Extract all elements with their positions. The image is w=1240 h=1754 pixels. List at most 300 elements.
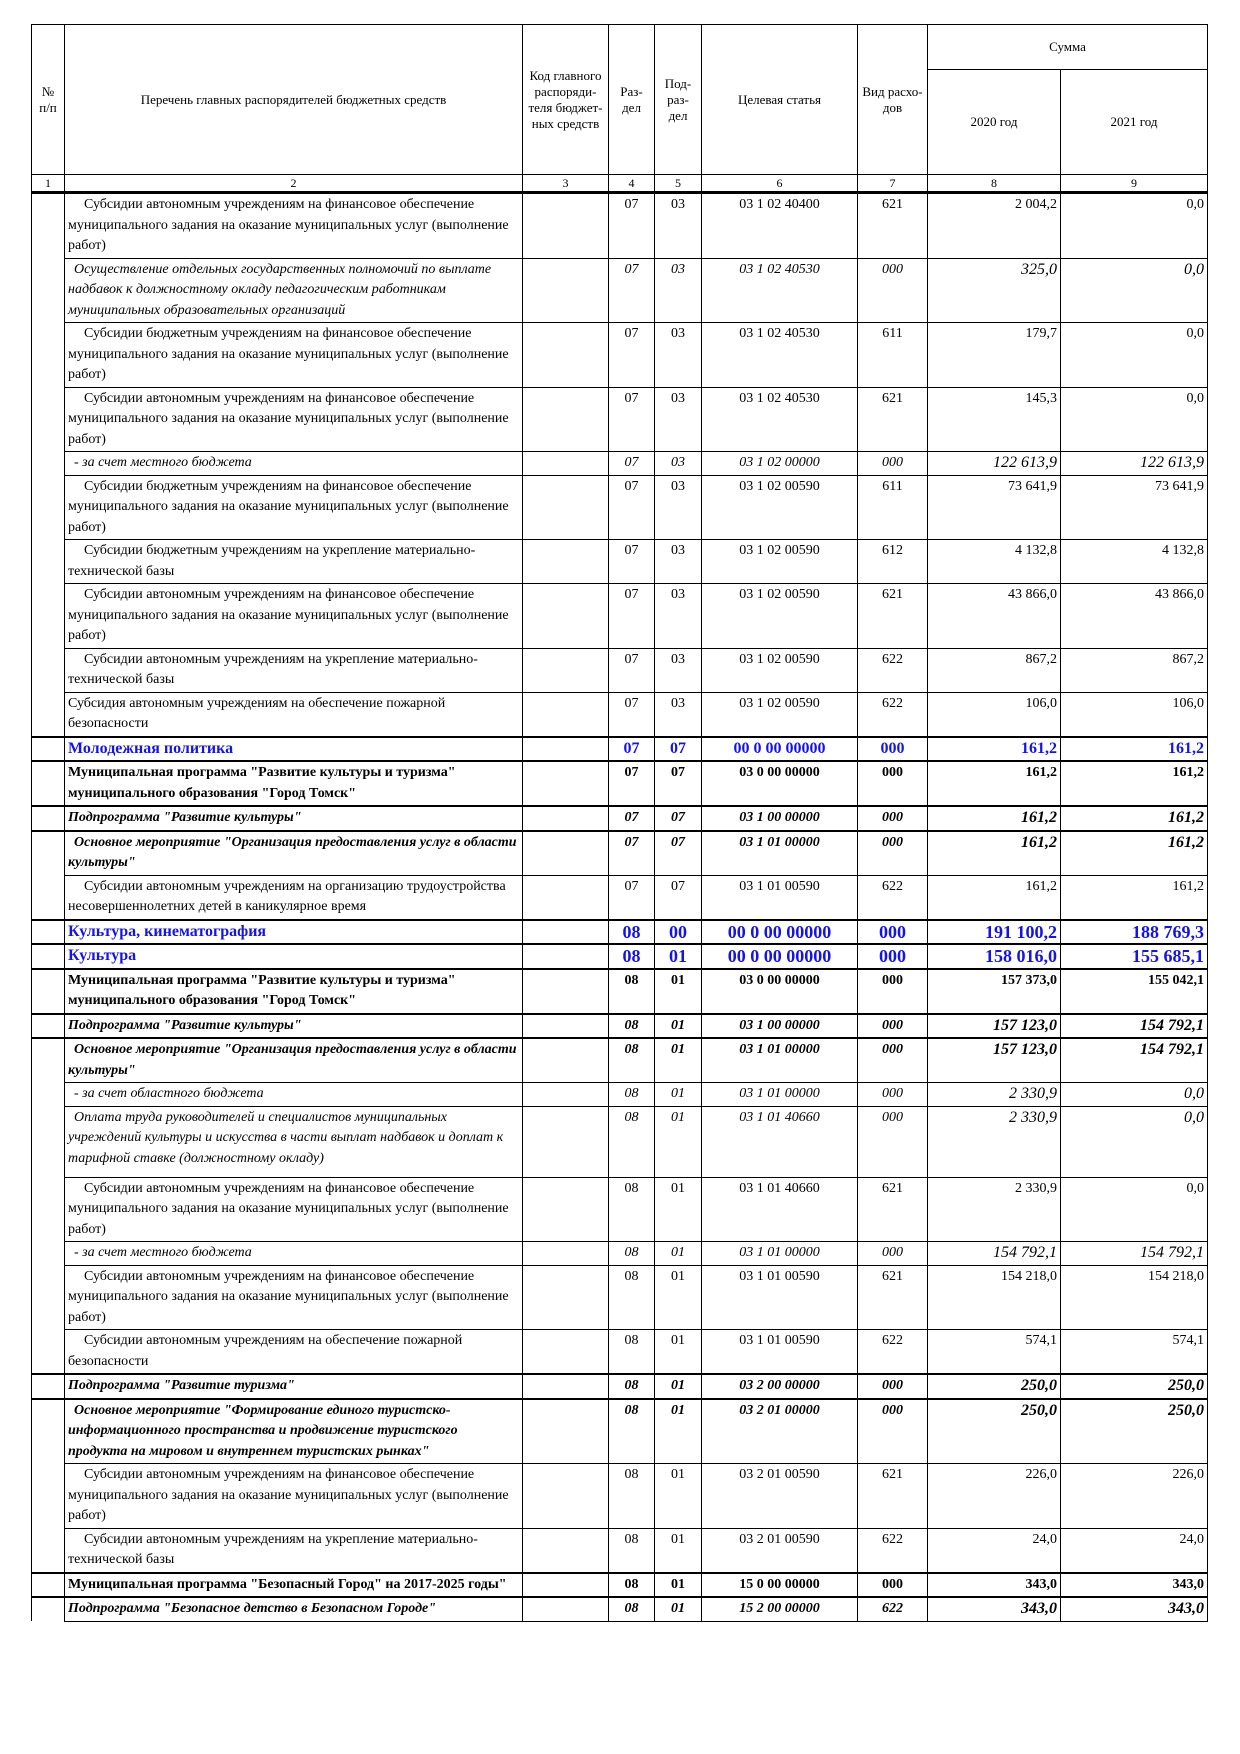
row-razdel: 07 (609, 540, 655, 584)
row-target: 00 0 00 00000 (702, 920, 858, 945)
column-number: 4 (609, 175, 655, 193)
row-name: Подпрограмма "Развитие туризма" (65, 1374, 523, 1399)
row-name: Культура (65, 944, 523, 969)
row-target: 03 1 02 40530 (702, 323, 858, 388)
row-vid: 622 (858, 1330, 928, 1375)
row-sum-2020: 43 866,0 (928, 584, 1061, 649)
row-sum-2021: 154 792,1 (1061, 1242, 1208, 1266)
row-sum-2020: 145,3 (928, 387, 1061, 452)
table-row (32, 806, 1208, 831)
row-target: 03 1 01 00590 (702, 1330, 858, 1375)
row-razdel: 08 (609, 920, 655, 945)
row-name: Субсидии автономным учреждениям на обеспечение пожарной безопасности (65, 1330, 523, 1375)
row-gr-code (523, 1399, 609, 1464)
row-number-cell (32, 1399, 65, 1464)
row-number-cell (32, 1242, 65, 1266)
column-number: 1 (32, 175, 65, 193)
table-row (32, 692, 1208, 737)
table-row (32, 944, 1208, 969)
row-gr-code (523, 452, 609, 476)
row-sum-2020: 157 123,0 (928, 1038, 1061, 1083)
row-sum-2020: 158 016,0 (928, 944, 1061, 969)
row-number-cell (32, 761, 65, 806)
row-name: Основное мероприятие "Формирование единого туристско-информационного пространства и продвижение туристского продукта на мировом и внутреннем туристских рынках" (65, 1399, 523, 1464)
row-vid: 621 (858, 193, 928, 259)
row-vid: 000 (858, 1242, 928, 1266)
row-razdel: 08 (609, 1528, 655, 1573)
row-sum-2021: 154 792,1 (1061, 1014, 1208, 1039)
row-vid: 000 (858, 1038, 928, 1083)
row-gr-code (523, 1177, 609, 1242)
row-sum-2020: 154 792,1 (928, 1242, 1061, 1266)
row-gr-code (523, 648, 609, 692)
row-sum-2020: 4 132,8 (928, 540, 1061, 584)
table-row (32, 1038, 1208, 1083)
table-row (32, 387, 1208, 452)
row-podrazdel: 01 (655, 1597, 702, 1621)
row-podrazdel: 01 (655, 1106, 702, 1177)
row-gr-code (523, 1106, 609, 1177)
row-sum-2021: 0,0 (1061, 1083, 1208, 1107)
row-target: 03 1 01 40660 (702, 1106, 858, 1177)
row-sum-2021: 161,2 (1061, 737, 1208, 762)
row-razdel: 08 (609, 1177, 655, 1242)
row-target: 03 1 02 40400 (702, 193, 858, 259)
row-sum-2021: 122 613,9 (1061, 452, 1208, 476)
row-number-cell (32, 540, 65, 584)
row-razdel: 07 (609, 875, 655, 920)
row-sum-2021: 161,2 (1061, 831, 1208, 876)
row-vid: 611 (858, 475, 928, 540)
row-target: 03 1 02 00590 (702, 475, 858, 540)
table-row (32, 258, 1208, 323)
row-razdel: 08 (609, 969, 655, 1014)
row-sum-2021: 155 685,1 (1061, 944, 1208, 969)
row-target: 03 1 02 40530 (702, 387, 858, 452)
row-razdel: 08 (609, 1330, 655, 1375)
row-number-cell (32, 944, 65, 969)
row-vid: 000 (858, 737, 928, 762)
row-sum-2020: 157 123,0 (928, 1014, 1061, 1039)
row-vid: 000 (858, 1106, 928, 1177)
table-row (32, 1177, 1208, 1242)
row-name: Субсидии автономным учреждениям на финансовое обеспечение муниципального задания на оказание муниципальных услуг (выполнение работ) (65, 584, 523, 649)
row-name: - за счет местного бюджета (65, 452, 523, 476)
row-razdel: 08 (609, 1014, 655, 1039)
row-sum-2021: 154 218,0 (1061, 1265, 1208, 1330)
row-sum-2021: 867,2 (1061, 648, 1208, 692)
row-name: Основное мероприятие "Организация предоставления услуг в области культуры" (65, 1038, 523, 1083)
row-name: Субсидии бюджетным учреждениям на укрепление материально-технической базы (65, 540, 523, 584)
row-gr-code (523, 1573, 609, 1598)
row-sum-2020: 2 330,9 (928, 1106, 1061, 1177)
row-name: Культура, кинематография (65, 920, 523, 945)
table-row (32, 1083, 1208, 1107)
budget-table-page (31, 24, 1207, 1622)
row-target: 00 0 00 00000 (702, 944, 858, 969)
row-vid: 622 (858, 875, 928, 920)
table-body (32, 193, 1208, 1622)
row-gr-code (523, 692, 609, 737)
row-sum-2021: 0,0 (1061, 258, 1208, 323)
row-sum-2020: 191 100,2 (928, 920, 1061, 945)
table-row (32, 1399, 1208, 1464)
row-razdel: 07 (609, 761, 655, 806)
row-razdel: 08 (609, 1374, 655, 1399)
row-razdel: 07 (609, 831, 655, 876)
row-number-cell (32, 452, 65, 476)
row-number-cell (32, 323, 65, 388)
row-vid: 622 (858, 692, 928, 737)
row-name: Оплата труда руководителей и специалистов муниципальных учреждений культуры и искусства в части выплат надбавок и доплат к тарифной ставке (должностному окладу) (65, 1106, 523, 1177)
row-sum-2021: 154 792,1 (1061, 1038, 1208, 1083)
header-list: Перечень главных распорядителей бюджетных средств (65, 25, 523, 175)
row-name: Субсидии автономным учреждениям на финансовое обеспечение муниципального задания на оказание муниципальных услуг (выполнение работ) (65, 1265, 523, 1330)
row-vid: 000 (858, 258, 928, 323)
row-sum-2021: 343,0 (1061, 1573, 1208, 1598)
row-razdel: 08 (609, 1242, 655, 1266)
header-sum: Сумма (928, 25, 1208, 70)
row-podrazdel: 07 (655, 806, 702, 831)
table-row (32, 761, 1208, 806)
row-target: 03 1 01 00590 (702, 1265, 858, 1330)
row-name: Субсидии автономным учреждениям на укрепление материально-технической базы (65, 1528, 523, 1573)
row-razdel: 08 (609, 1399, 655, 1464)
row-sum-2020: 154 218,0 (928, 1265, 1061, 1330)
column-number: 8 (928, 175, 1061, 193)
budget-table (31, 24, 1208, 1622)
row-number-cell (32, 1083, 65, 1107)
row-sum-2021: 250,0 (1061, 1374, 1208, 1399)
header-row (32, 25, 1208, 70)
row-number-cell (32, 1374, 65, 1399)
row-sum-2021: 0,0 (1061, 323, 1208, 388)
row-name: Осуществление отдельных государственных полномочий по выплате надбавок к должностному окладу педагогическим работникам муниципальных образовательных организаций (65, 258, 523, 323)
header-row-number: № п/п (32, 25, 65, 175)
row-vid: 621 (858, 387, 928, 452)
row-number-cell (32, 1464, 65, 1529)
row-sum-2020: 161,2 (928, 831, 1061, 876)
row-podrazdel: 01 (655, 1083, 702, 1107)
row-gr-code (523, 920, 609, 945)
row-number-cell (32, 648, 65, 692)
table-row (32, 1597, 1208, 1621)
row-gr-code (523, 1265, 609, 1330)
row-name: Субсидии бюджетным учреждениям на финансовое обеспечение муниципального задания на оказание муниципальных услуг (выполнение работ) (65, 475, 523, 540)
row-podrazdel: 01 (655, 1330, 702, 1375)
row-number-cell (32, 1597, 65, 1621)
table-row (32, 452, 1208, 476)
row-vid: 621 (858, 1177, 928, 1242)
header-target: Целевая статья (702, 25, 858, 175)
table-row (32, 920, 1208, 945)
row-sum-2021: 0,0 (1061, 1106, 1208, 1177)
table-row (32, 1330, 1208, 1375)
row-name: Подпрограмма "Безопасное детство в Безопасном Городе" (65, 1597, 523, 1621)
row-gr-code (523, 875, 609, 920)
row-number-cell (32, 1528, 65, 1573)
row-target: 03 2 01 00000 (702, 1399, 858, 1464)
row-name: - за счет областного бюджета (65, 1083, 523, 1107)
row-gr-code (523, 1330, 609, 1375)
row-podrazdel: 00 (655, 920, 702, 945)
row-sum-2020: 24,0 (928, 1528, 1061, 1573)
row-name: Подпрограмма "Развитие культуры" (65, 1014, 523, 1039)
row-razdel: 07 (609, 692, 655, 737)
row-vid: 000 (858, 1083, 928, 1107)
table-row (32, 193, 1208, 259)
table-row (32, 1106, 1208, 1177)
row-number-cell (32, 737, 65, 762)
row-podrazdel: 01 (655, 1374, 702, 1399)
row-sum-2021: 161,2 (1061, 761, 1208, 806)
column-numbers-row (32, 175, 1208, 193)
row-razdel: 07 (609, 584, 655, 649)
row-target: 15 0 00 00000 (702, 1573, 858, 1598)
row-number-cell (32, 1106, 65, 1177)
row-number-cell (32, 969, 65, 1014)
row-number-cell (32, 258, 65, 323)
row-razdel: 07 (609, 452, 655, 476)
row-sum-2020: 161,2 (928, 806, 1061, 831)
row-gr-code (523, 1528, 609, 1573)
row-gr-code (523, 193, 609, 259)
row-vid: 000 (858, 969, 928, 1014)
row-sum-2021: 43 866,0 (1061, 584, 1208, 649)
row-sum-2020: 122 613,9 (928, 452, 1061, 476)
table-row (32, 1014, 1208, 1039)
row-podrazdel: 03 (655, 692, 702, 737)
row-sum-2021: 161,2 (1061, 806, 1208, 831)
table-row (32, 737, 1208, 762)
row-gr-code (523, 1242, 609, 1266)
row-target: 15 2 00 00000 (702, 1597, 858, 1621)
row-gr-code (523, 1083, 609, 1107)
row-number-cell (32, 831, 65, 876)
row-razdel: 08 (609, 1083, 655, 1107)
row-name: Субсидии автономным учреждениям на укрепление материально-технической базы (65, 648, 523, 692)
row-sum-2020: 250,0 (928, 1374, 1061, 1399)
row-target: 03 1 02 40530 (702, 258, 858, 323)
row-razdel: 07 (609, 475, 655, 540)
row-gr-code (523, 761, 609, 806)
table-row (32, 875, 1208, 920)
row-name: Субсидии автономным учреждениям на организацию трудоустройства несовершеннолетних детей в каникулярное время (65, 875, 523, 920)
row-sum-2020: 343,0 (928, 1573, 1061, 1598)
row-target: 03 1 01 40660 (702, 1177, 858, 1242)
row-target: 03 2 01 00590 (702, 1464, 858, 1529)
row-podrazdel: 03 (655, 584, 702, 649)
row-name: Субсидии автономным учреждениям на финансовое обеспечение муниципального задания на оказание муниципальных услуг (выполнение работ) (65, 193, 523, 259)
column-number: 5 (655, 175, 702, 193)
row-target: 03 1 02 00000 (702, 452, 858, 476)
row-vid: 621 (858, 1464, 928, 1529)
row-vid: 622 (858, 1528, 928, 1573)
row-razdel: 08 (609, 944, 655, 969)
row-vid: 000 (858, 761, 928, 806)
row-podrazdel: 01 (655, 1464, 702, 1529)
row-razdel: 07 (609, 806, 655, 831)
row-number-cell (32, 1177, 65, 1242)
header-vid: Вид расхо-дов (858, 25, 928, 175)
row-name: Муниципальная программа "Безопасный Город" на 2017-2025 годы" (65, 1573, 523, 1598)
row-gr-code (523, 540, 609, 584)
row-razdel: 07 (609, 737, 655, 762)
row-gr-code (523, 969, 609, 1014)
row-sum-2020: 161,2 (928, 761, 1061, 806)
row-target: 03 1 00 00000 (702, 1014, 858, 1039)
table-row (32, 323, 1208, 388)
row-number-cell (32, 193, 65, 259)
table-row (32, 648, 1208, 692)
row-number-cell (32, 875, 65, 920)
row-vid: 612 (858, 540, 928, 584)
row-podrazdel: 01 (655, 1528, 702, 1573)
row-sum-2020: 226,0 (928, 1464, 1061, 1529)
table-row (32, 1528, 1208, 1573)
row-podrazdel: 03 (655, 258, 702, 323)
table-row (32, 1374, 1208, 1399)
row-number-cell (32, 806, 65, 831)
row-vid: 621 (858, 1265, 928, 1330)
row-sum-2021: 188 769,3 (1061, 920, 1208, 945)
table-row (32, 1242, 1208, 1266)
row-number-cell (32, 1265, 65, 1330)
row-podrazdel: 03 (655, 387, 702, 452)
header-podrazdel: Под-раз-дел (655, 25, 702, 175)
row-name: Подпрограмма "Развитие культуры" (65, 806, 523, 831)
row-razdel: 08 (609, 1106, 655, 1177)
row-number-cell (32, 1573, 65, 1598)
table-row (32, 475, 1208, 540)
row-gr-code (523, 1374, 609, 1399)
row-gr-code (523, 1464, 609, 1529)
header-year-2020: 2020 год (928, 70, 1061, 175)
row-number-cell (32, 1330, 65, 1375)
row-name: Субсидия автономным учреждениям на обеспечение пожарной безопасности (65, 692, 523, 737)
row-name: Муниципальная программа "Развитие культуры и туризма" муниципального образования "Город Томск" (65, 761, 523, 806)
row-vid: 000 (858, 1573, 928, 1598)
row-sum-2021: 0,0 (1061, 387, 1208, 452)
row-podrazdel: 01 (655, 1177, 702, 1242)
row-razdel: 07 (609, 258, 655, 323)
row-podrazdel: 03 (655, 452, 702, 476)
row-target: 03 1 02 00590 (702, 648, 858, 692)
row-sum-2021: 574,1 (1061, 1330, 1208, 1375)
row-sum-2020: 161,2 (928, 737, 1061, 762)
row-vid: 000 (858, 1399, 928, 1464)
row-target: 03 1 02 00590 (702, 584, 858, 649)
row-number-cell (32, 920, 65, 945)
row-sum-2020: 2 330,9 (928, 1177, 1061, 1242)
row-podrazdel: 01 (655, 1265, 702, 1330)
row-target: 03 1 00 00000 (702, 806, 858, 831)
row-gr-code (523, 944, 609, 969)
row-target: 03 2 01 00590 (702, 1528, 858, 1573)
row-number-cell (32, 475, 65, 540)
row-razdel: 08 (609, 1573, 655, 1598)
column-number: 7 (858, 175, 928, 193)
row-number-cell (32, 1038, 65, 1083)
column-number: 6 (702, 175, 858, 193)
row-razdel: 08 (609, 1597, 655, 1621)
row-gr-code (523, 475, 609, 540)
row-sum-2020: 2 004,2 (928, 193, 1061, 259)
row-name: Субсидии автономным учреждениям на финансовое обеспечение муниципального задания на оказание муниципальных услуг (выполнение работ) (65, 1177, 523, 1242)
row-sum-2020: 574,1 (928, 1330, 1061, 1375)
row-razdel: 07 (609, 193, 655, 259)
row-number-cell (32, 387, 65, 452)
row-razdel: 08 (609, 1464, 655, 1529)
row-sum-2021: 73 641,9 (1061, 475, 1208, 540)
row-razdel: 07 (609, 648, 655, 692)
row-target: 03 1 01 00000 (702, 1242, 858, 1266)
row-sum-2021: 0,0 (1061, 1177, 1208, 1242)
row-podrazdel: 07 (655, 875, 702, 920)
row-podrazdel: 01 (655, 1242, 702, 1266)
row-number-cell (32, 692, 65, 737)
row-sum-2020: 179,7 (928, 323, 1061, 388)
row-gr-code (523, 1038, 609, 1083)
row-vid: 000 (858, 452, 928, 476)
row-gr-code (523, 323, 609, 388)
row-podrazdel: 03 (655, 323, 702, 388)
row-target: 03 1 02 00590 (702, 540, 858, 584)
row-podrazdel: 01 (655, 1399, 702, 1464)
header-code: Код главного распоряди-теля бюджет-ных средств (523, 25, 609, 175)
row-vid: 000 (858, 944, 928, 969)
row-name: Молодежная политика (65, 737, 523, 762)
row-name: Основное мероприятие "Организация предоставления услуг в области культуры" (65, 831, 523, 876)
row-gr-code (523, 1014, 609, 1039)
row-target: 03 0 00 00000 (702, 969, 858, 1014)
row-podrazdel: 01 (655, 1038, 702, 1083)
row-podrazdel: 01 (655, 944, 702, 969)
row-podrazdel: 07 (655, 737, 702, 762)
row-sum-2020: 867,2 (928, 648, 1061, 692)
row-sum-2021: 155 042,1 (1061, 969, 1208, 1014)
row-sum-2020: 161,2 (928, 875, 1061, 920)
row-vid: 000 (858, 1014, 928, 1039)
row-vid: 622 (858, 1597, 928, 1621)
row-gr-code (523, 584, 609, 649)
row-sum-2020: 325,0 (928, 258, 1061, 323)
row-sum-2021: 106,0 (1061, 692, 1208, 737)
row-target: 00 0 00 00000 (702, 737, 858, 762)
row-podrazdel: 03 (655, 540, 702, 584)
row-vid: 000 (858, 831, 928, 876)
row-razdel: 07 (609, 323, 655, 388)
row-sum-2021: 24,0 (1061, 1528, 1208, 1573)
row-gr-code (523, 258, 609, 323)
row-gr-code (523, 387, 609, 452)
row-sum-2020: 73 641,9 (928, 475, 1061, 540)
row-sum-2020: 157 373,0 (928, 969, 1061, 1014)
row-podrazdel: 01 (655, 1014, 702, 1039)
row-podrazdel: 01 (655, 1573, 702, 1598)
row-number-cell (32, 584, 65, 649)
row-podrazdel: 03 (655, 648, 702, 692)
row-vid: 000 (858, 920, 928, 945)
row-podrazdel: 01 (655, 969, 702, 1014)
table-row (32, 831, 1208, 876)
table-row (32, 584, 1208, 649)
table-row (32, 540, 1208, 584)
row-sum-2021: 161,2 (1061, 875, 1208, 920)
header-year-2021: 2021 год (1061, 70, 1208, 175)
table-row (32, 969, 1208, 1014)
row-gr-code (523, 737, 609, 762)
